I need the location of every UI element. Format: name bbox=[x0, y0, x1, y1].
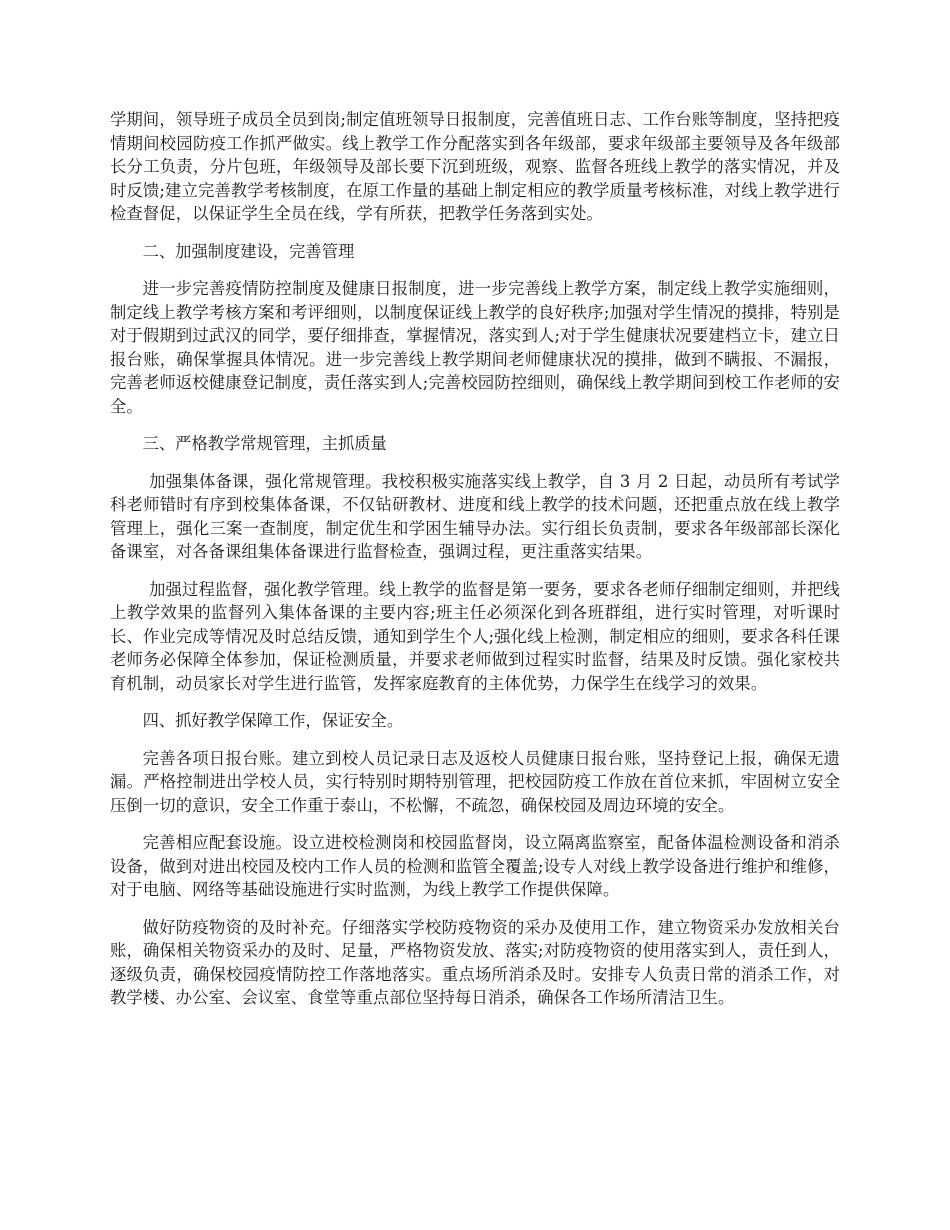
paragraph-system-building: 进一步完善疫情防控制度及健康日报制度，进一步完善线上教学方案，制定线上教学实施细则，制定线上教学考核方案和考评细则，以制度保证线上教学的良好秩序;加强对学生情况的摸排，特别是对于假期到过武汉的同学，要仔细排查，掌握情况，落实到人;对于学生健康状况要建档立卡，建立日报台账，确保掌握具体情况。进一步完善线上教学期间老师健康状况的摸排，做到不瞒报、不漏报，完善老师返校健康登记制度，责任落实到人;完善校园防控细则，确保线上教学期间到校工作老师的安全。 bbox=[110, 279, 840, 416]
paragraph-process-supervision: 加强过程监督，强化教学管理。线上教学的监督是第一要务，要求各老师仔细制定细则，并把线上教学效果的监督列入集体备课的主要内容;班主任必须深化到各班群组，进行实时管理，对听课时长、作业完成等情况及时总结反馈，通知到学生个人;强化线上检测，制定相应的细则，要求各科任课老师务必保障全体参加，保证检测质量，并要求老师做到过程实时监督，结果及时反馈。强化家校共育机制，动员家长对学生进行监管，发挥家庭教育的主体优势，力保学生在线学习的效果。 bbox=[110, 579, 840, 693]
paragraph-collective-lesson-prep: 加强集体备课，强化常规管理。我校积极实施落实线上教学，自 3 月 2 日起，动员所有考试学科老师错时有序到校集体备课，不仅钻研教材、进度和线上教学的技术问题，还把重点放在线上教学管理上，强化三案一查制度，制定优生和学困生辅导办法。实行组长负责制，要求各年级部部长深化备课室，对各备课组集体备课进行监督检查，强调过程，更注重落实结果。 bbox=[110, 471, 840, 561]
section-heading-2: 二、加强制度建设，完善管理 bbox=[142, 241, 355, 261]
paragraph-facilities: 完善相应配套设施。设立进校检测岗和校园监督岗，设立隔离监察室，配备体温检测设备和消杀设备，做到对进出校园及校内工作人员的检测和监管全覆盖;设专人对线上教学设备进行维护和维修，对于电脑、网络等基础设施进行实时监测，为线上教学工作提供保障。 bbox=[110, 833, 840, 899]
paragraph-continuation: 学期间，领导班子成员全员到岗;制定值班领导日报制度，完善值班日志、工作台账等制度，坚持把疫情期间校园防疫工作抓严做实。线上教学工作分配落实到各年级部，要求年级部主要领导及各年级部长分工负责，分片包班，年级领导及部长要下沉到班级，观察、监督各班线上教学的落实情况，并及时反馈;建立完善教学考核制度，在原工作量的基础上制定相应的教学质量考核标准，对线上教学进行检查督促，以保证学生全员在线，学有所获，把教学任务落到实处。 bbox=[110, 110, 840, 223]
document-page bbox=[110, 108, 840, 1024]
section-heading-3: 三、严格教学常规管理，主抓质量 bbox=[142, 434, 387, 453]
paragraph-supplies: 做好防疫物资的及时补充。仔细落实学校防疫物资的采办及使用工作，建立物资采办发放相关台账，确保相关物资采办的及时、足量，严格物资发放、落实;对防疫物资的使用落实到人，责任到人，逐级负责，确保校园疫情防控工作落地落实。重点场所消杀及时。安排专人负责日常的消杀工作，对教学楼、办公室、会议室、食堂等重点部位坚持每日消杀，确保各工作场所清洁卫生。 bbox=[110, 917, 840, 1007]
section-heading-4: 四、抓好教学保障工作，保证安全。 bbox=[142, 711, 404, 730]
paragraph-daily-reports: 完善各项日报台账。建立到校人员记录日志及返校人员健康日报台账，坚持登记上报，确保无遗漏。严格控制进出学校人员，实行特别时期特别管理，把校园防疫工作放在首位来抓，牢固树立安全压倒一切的意识，安全工作重于泰山，不松懈，不疏忽，确保校园及周边环境的安全。 bbox=[110, 748, 840, 815]
